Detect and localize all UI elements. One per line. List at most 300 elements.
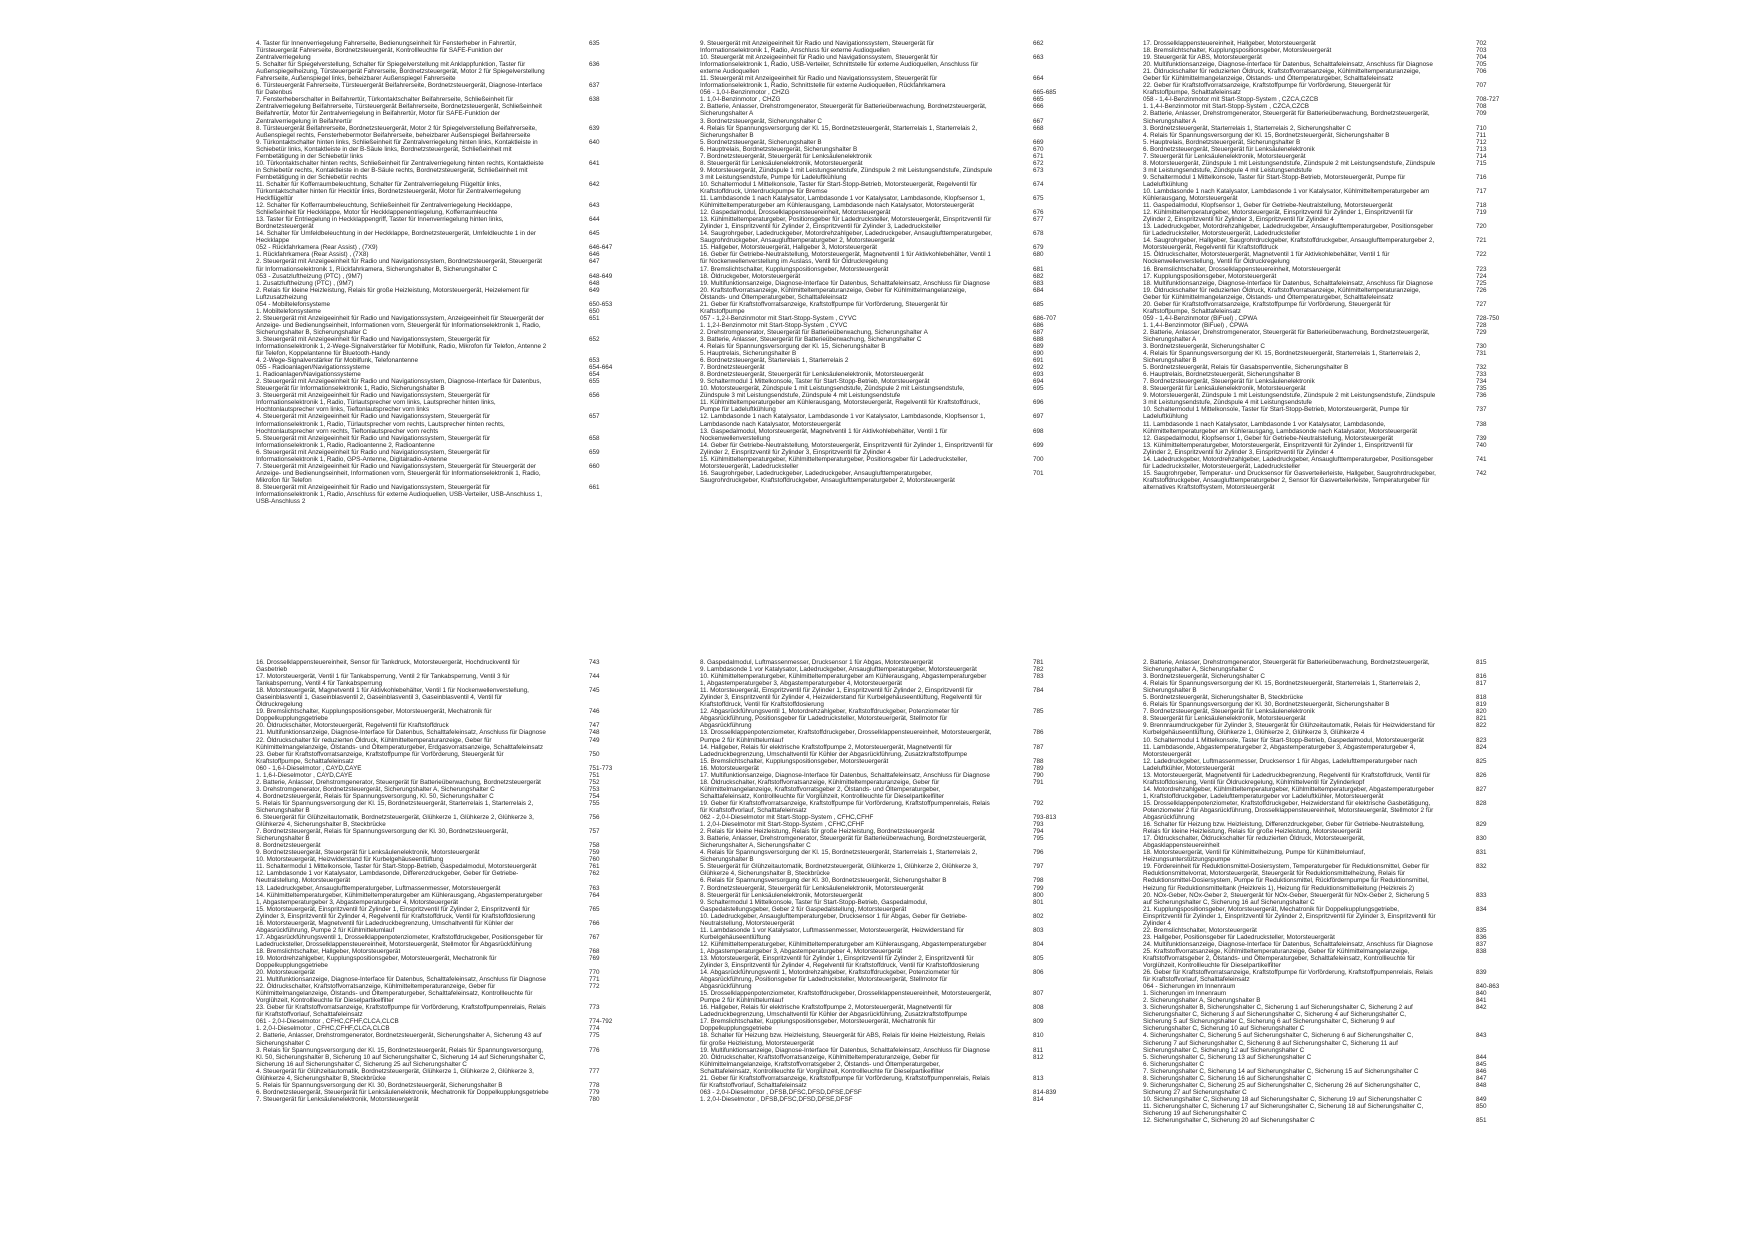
index-entry xyxy=(700,244,1045,251)
index-entry xyxy=(256,892,601,906)
entry-text: 11. Schaltermodul 1 Mittelkonsole, Taster für Start-Stopp-Betrieb, Gaspedalmodul, Motorsteuergerät xyxy=(256,863,537,871)
entry-text: 10. Ladedruckgeber, Ansauglufttemperaturgeber, Drucksensor 1 für Abgas, Geber für Getriebe-Neutralstellung, Motorsteuergerät xyxy=(700,912,968,927)
entry-text: 3. Steuergerät mit Anzeigeeinheit für Radio und Navigationssystem, Steuergerät für Informationselektronik 1, 2-Wege-Signalverstärker für Mobilfunk, Radio, Mikrofon für Telefon, Antenne 2 für Telefon, Koppelantenne für Bluetooth-Handy xyxy=(256,335,547,358)
entry-page-number: 685 xyxy=(1033,300,1044,308)
index-entry xyxy=(700,687,1045,708)
entry-page-number: 716 xyxy=(1476,173,1487,181)
entry-text: 19. Bremslichtschalter, Kupplungspositionsgeber, Motorsteuergerät, Mechatronik für Doppelkupplungsgetriebe xyxy=(256,708,492,723)
entry-text: 062 - 2,0-l-Dieselmotor mit Start-Stopp-System , CFHC,CFHF xyxy=(700,814,874,822)
entry-text: 6. Hauptrelais, Bordnetzsteuergerät, Sicherungshalter B xyxy=(700,145,858,153)
entry-text: 21. Multifunktionsanzeige, Diagnose-Interface für Datenbus, Schalttafeleinsatz, Anschluss für Diagnose xyxy=(256,976,546,984)
entry-page-number: 651 xyxy=(589,314,600,322)
entry-text: 19. Öldruckschalter für reduzierten Öldruck, Kraftstoffvorratsanzeige, Kühlmitteltemperaturanzeige, Geber für Kühlmittelmangelanzeige, Ölstands- und Öltemperaturgeber, Schalttafeleinsatz xyxy=(1143,286,1421,301)
entry-page-number: 786 xyxy=(1033,729,1044,737)
entry-text: 20. Geber für Kraftstoffvorratsanzeige, Kraftstoffpumpe für Vorförderung, Steuergerät für Kraftstoffpumpe, Schalttafeleinsatz xyxy=(1143,300,1391,315)
index-entry xyxy=(1143,1054,1488,1061)
index-entry xyxy=(1143,82,1488,96)
index-entry xyxy=(700,673,1045,687)
index-entry xyxy=(256,61,601,82)
index-section-heading xyxy=(256,272,613,280)
entry-text: 14. Schalter für Umfeldbeleuchtung in der Heckklappe, Bordnetzsteuergerät, Umfeldleuchte 1 in der Heckklappe xyxy=(256,230,536,245)
entry-text: 2. Steuergerät mit Anzeigeeinheit für Radio und Navigationssystem, Diagnose-Interface für Datenbus, Steuergerät für Informationselektronik 1, Radio, Sicherungshalter B xyxy=(256,378,542,393)
index-entry xyxy=(700,1047,1045,1054)
entry-text: 11. Lambdasonde, Abgastemperaturgeber 2, Abgastemperaturgeber 3, Abgastemperaturgeber 4, Motorsteuergerät xyxy=(1143,743,1416,758)
entry-page-number: 780 xyxy=(589,1095,600,1103)
index-entry xyxy=(700,195,1045,209)
entry-text: 20. Motorsteuergerät xyxy=(256,969,315,977)
entry-text: 063 - 2,0-l-Dieselmotor , DFSB,DFSC,DFSD,DFSE,DFSF xyxy=(700,1088,862,1096)
entry-text: 9. Schaltermodul 1 Mittelkonsole, Taster für Start-Stopp-Betrieb, Gaspedalmodul, Gaspedalstellungsgeber, Geber 2 für Gaspedalstellung, Motorsteuergerät xyxy=(700,898,928,913)
entry-page-number: 843 xyxy=(1476,1032,1487,1040)
index-entry xyxy=(1143,287,1488,301)
index-entry xyxy=(256,659,601,673)
entry-page-number: 654-664 xyxy=(589,364,613,372)
index-column-3 xyxy=(1143,40,1500,491)
entry-page-number: 649 xyxy=(589,286,600,294)
entry-page-number: 742 xyxy=(1476,469,1487,477)
entry-text: 6. Relais für Spannungsversorgung der Kl. 30, Bordnetzsteuergerät, Sicherungshalter B xyxy=(700,877,947,885)
entry-text: 3. Bordnetzsteuergerät, Sicherungshalter C xyxy=(1143,343,1266,351)
index-entry xyxy=(700,821,1045,828)
index-entry xyxy=(700,1096,1045,1103)
entry-text: 11. Gaspedalmodul, Klopfsensor 1, Geber für Getriebe-Neutralstellung, Motorsteuergerät xyxy=(1143,202,1393,210)
entry-text: 13. Kühlmitteltemperaturgeber, Motorsteuergerät, Einspritzventil für Zylinder 1, Einspritzventil für Zylinder 2, Einspritzventil für Zylinder 3, Einspritzventil für Zylinder 4 xyxy=(1143,441,1414,456)
entry-page-number: 841 xyxy=(1476,997,1487,1005)
entry-text: 5. Bordnetzsteuergerät, Sicherungshalter B, Steckbrücke xyxy=(1143,694,1304,702)
index-entry xyxy=(256,139,601,160)
index-entry xyxy=(1143,364,1488,371)
entry-page-number: 752 xyxy=(589,778,600,786)
index-entry xyxy=(256,378,601,392)
entry-text: 9. Bordnetzsteuergerät, Steuergerät für Lenksäulenelektronik, Motorsteuergerät xyxy=(256,849,480,857)
entry-page-number: 724 xyxy=(1476,272,1487,280)
entry-text: 12. Gaspedalmodul, Klopfsensor 1, Geber für Getriebe-Neutralstellung, Motorsteuergerät xyxy=(1143,434,1394,442)
index-entry xyxy=(1143,941,1488,948)
entry-page-number: 842 xyxy=(1476,1004,1487,1012)
index-entry xyxy=(1143,997,1488,1004)
index-entry xyxy=(256,202,601,216)
entry-page-number: 770 xyxy=(589,969,600,977)
index-entry xyxy=(700,322,1045,329)
entry-text: 5. Relais für Spannungsversorgung der Kl. 30, Bordnetzsteuergerät, Sicherungshalter B xyxy=(256,1081,503,1089)
entry-page-number: 754 xyxy=(589,792,600,800)
entry-page-number: 788 xyxy=(1033,757,1044,765)
entry-page-number: 705 xyxy=(1476,61,1487,69)
entry-page-number: 698 xyxy=(1033,427,1044,435)
entry-page-number: 693 xyxy=(1033,371,1044,379)
entry-text: 4. Steuergerät für Glühzeitautomatik, Bordnetzsteuergerät, Glühkerze 1, Glühkerze 2, Glühkerze 3, Glühkerze 4, Sicherungshalter B, Steckbrücke xyxy=(256,1067,534,1082)
entry-text: 19. Multifunktionsanzeige, Diagnose-Interface für Datenbus, Schalttafeleinsatz, Anschluss für Diagnose xyxy=(700,1046,990,1054)
entry-page-number: 838 xyxy=(1476,947,1487,955)
entry-text: 1. Sicherungen im Innenraum xyxy=(1143,990,1227,998)
entry-text: 13. Taster für Entriegelung in Heckklappengriff, Taster für Innenverriegelung hinten links, Bordnetzsteuergerät xyxy=(256,216,504,231)
entry-text: 20. Multifunktionsanzeige, Diagnose-Interface für Datenbus, Schalttafeleinsatz, Anschluss für Diagnose xyxy=(1143,61,1433,69)
entry-text: 2. Batterie, Anlasser, Drehstromgenerator, Steuergerät für Batterieüberwachung, Bordnetzsteuergerät, Sicherungshalter A xyxy=(1143,328,1430,343)
index-entry xyxy=(256,1047,601,1068)
entry-text: 8. Sicherungshalter C, Sicherung 16 auf Sicherungshalter C xyxy=(1143,1074,1312,1082)
index-entry xyxy=(700,899,1045,913)
entry-text: 11. Sicherungshalter C, Sicherung 17 auf Sicherungshalter C, Sicherung 18 auf Sicherungshalter C, Sicherung 19 auf Sicherungshalter C xyxy=(1143,1102,1424,1117)
entry-text: 17. Bremslichtschalter, Kupplungspositionsgeber, Motorsteuergerät, Mechatronik für Doppelkupplungsgetriebe xyxy=(700,1018,936,1033)
index-section-heading xyxy=(700,314,1057,322)
entry-text: 7. Fensterheberschalter in Beifahrertür, Türkontaktschalter Beifahrerseite, Schließeinheit für Zentralverriegelung Beifahrerseite, Türsteuergerät Beifahrerseite, Bordnetzsteuergerät, Schließeinheit Beifahrertür, Motor für Zentralverriegelung in Beifahrertür, Motor für SAFE-Funktion der Zentralverriegelung in Beifahrertür xyxy=(256,96,542,125)
index-entry xyxy=(256,216,601,230)
index-entry xyxy=(256,906,601,920)
entry-text: 14. Saugrohrgeber, Ladedruckgeber, Motordrehzahlgeber, Ladedruckgeber, Ansauglufttemperaturgeber, Saugrohrdruckgeber, Ansauglufttemperaturgeber 2, Motorsteuergerät xyxy=(700,230,993,245)
entry-text: 11. Kühlmitteltemperaturgeber am Kühlerausgang, Motorsteuergerät, Regelventil für Kraftstoffdruck, Pumpe für Ladeluftkühlung xyxy=(700,399,981,414)
entry-text: 4. Relais für Spannungsversorgung der Kl. 15, Bordnetzsteuergerät, Sicherungshalter B xyxy=(1143,131,1390,139)
entry-page-number: 710 xyxy=(1476,124,1487,132)
entry-page-number: 660 xyxy=(589,462,600,470)
index-entry xyxy=(256,1032,601,1046)
index-entry xyxy=(1143,47,1488,54)
entry-page-number: 659 xyxy=(589,448,600,456)
entry-page-number: 836 xyxy=(1476,933,1487,941)
index-entry xyxy=(700,863,1045,877)
entry-text: 17. Multifunktionsanzeige, Diagnose-Interface für Datenbus, Schalttafeleinsatz, Anschluss für Diagnose xyxy=(700,771,990,779)
entry-text: 8. Steuergerät für Lenksäulenelektronik, Motorsteuergerät xyxy=(700,891,863,899)
entry-text: 053 - Zusatzluftheizung (PTC) , (9M7) xyxy=(256,272,363,280)
entry-text: 23. Hallgeber, Positionsgeber für Ladedrucksteller, Motorsteuergerät xyxy=(1143,933,1335,941)
index-entry xyxy=(1143,863,1488,891)
entry-page-number: 833 xyxy=(1476,891,1487,899)
entry-text: 9. Schaltermodul 1 Mittelkonsole, Taster für Start-Stopp-Betrieb, Motorsteuergerät, Pumpe für Ladeluftkühlung xyxy=(1143,173,1406,188)
index-section-heading xyxy=(700,1088,1057,1096)
entry-text: 12. Lambdasonde 1 nach Katalysator, Lambdasonde 1 vor Katalysator, Lambdasonde, Klopfsensor 1, Lambdasonde nach Katalysator, Motorsteuergerät xyxy=(700,413,986,428)
entry-page-number: 670 xyxy=(1033,145,1044,153)
entry-page-number: 686 xyxy=(1033,321,1044,329)
entry-text: 13. Motorsteuergerät, Einspritzventil für Zylinder 1, Einspritzventil für Zylinder 2, Einspritzventil für Zylinder 3, Einspritzventil für Zylinder 4, Regelventil für Kraftstoffdruck, Ventil für Kraftstoffdosierung xyxy=(700,954,980,970)
index-entry xyxy=(700,301,1045,315)
index-entry xyxy=(1143,673,1488,680)
index-entry xyxy=(1143,385,1488,392)
index-entry xyxy=(700,287,1045,301)
entry-text: 8. Steuergerät für Lenksäulenelektronik, Motorsteuergerät xyxy=(700,159,863,167)
entry-page-number: 637 xyxy=(589,82,600,90)
entry-page-number: 810 xyxy=(1033,1032,1044,1040)
entry-text: 6. Sicherungshalter C xyxy=(1143,1060,1205,1068)
entry-text: 20. NOx-Geber, NOx-Geber 2, Steuergerät für NOx-Geber, Steuergerät für NOx-Geber 2, Sicherung 5 auf Sicherungshalter C, Sicherung 16 auf Sicherungshalter C xyxy=(1143,891,1430,906)
index-entry xyxy=(1143,892,1488,906)
index-entry xyxy=(700,230,1045,244)
entry-text: 14. Motordrehzahlgeber, Kühlmitteltemperaturgeber, Kühlmitteltemperaturgeber, Abgastemperaturgeber 1, Kraftstoffdruckgeber, Ladelufttemperaturgeber vor Ladeluftkühler, Motorsteuergerät xyxy=(1143,785,1434,800)
index-entry xyxy=(700,364,1045,371)
entry-page-number: 807 xyxy=(1033,990,1044,998)
index-entry xyxy=(256,856,601,863)
index-entry xyxy=(700,927,1045,941)
entry-text: 10. Kühlmitteltemperaturgeber, Kühlmitteltemperaturgeber am Kühlerausgang, Abgastemperaturgeber 1, Abgastemperaturgeber 3, Abgastemperaturgeber 4, Motorsteuergerät xyxy=(700,673,987,688)
index-entry xyxy=(256,125,601,139)
entry-page-number: 652 xyxy=(589,335,600,343)
entry-page-number: 778 xyxy=(589,1081,600,1089)
entry-text: 2. Relais für kleine Heizleistung, Relais für große Heizleistung, Motorsteuergerät, Heizelement für Luftzusatzheizung xyxy=(256,286,530,301)
entry-page-number: 847 xyxy=(1476,1074,1487,1082)
index-entry xyxy=(1143,322,1488,329)
entry-page-number: 668 xyxy=(1033,124,1044,132)
index-entry xyxy=(256,1082,601,1089)
entry-page-number: 717 xyxy=(1476,187,1487,195)
entry-text: 16. Saugrohrgeber, Ladedruckgeber, Ladedruckgeber, Ansauglufttemperaturgeber, Saugrohrdruckgeber, Kraftstoffdruckgeber, Ansauglufttemperaturgeber 2, Motorsteuergerät xyxy=(700,469,955,484)
index-entry xyxy=(1143,146,1488,153)
index-entry xyxy=(1143,103,1488,110)
entry-text: 061 - 2,0-l-Dieselmotor , CFHC,CFHF,CLCA,CLCB xyxy=(256,1018,399,1026)
entry-text: 16. Geber für Getriebe-Neutralstellung, Motorsteuergerät, Magnetventil 1 für Aktivkohlebehälter, Ventil 1 für Nockenwellenverstellung im Auslass, Ventil für Öldruckregelung xyxy=(700,251,991,266)
index-entry xyxy=(1143,329,1488,343)
entry-page-number: 851 xyxy=(1476,1117,1487,1125)
entry-page-number: 839 xyxy=(1476,969,1487,977)
entry-page-number: 675 xyxy=(1033,195,1044,203)
entry-page-number: 683 xyxy=(1033,279,1044,287)
index-entry xyxy=(256,885,601,892)
entry-page-number: 635 xyxy=(589,40,600,47)
entry-text: 7. Bordnetzsteuergerät xyxy=(700,364,765,372)
index-entry xyxy=(700,153,1045,160)
index-entry xyxy=(700,118,1045,125)
index-entry xyxy=(1143,350,1488,364)
index-entry xyxy=(1143,1082,1488,1096)
entry-page-number: 800 xyxy=(1033,891,1044,899)
entry-page-number: 755 xyxy=(589,799,600,807)
entry-page-number: 636 xyxy=(589,61,600,69)
entry-text: 5. Bordnetzsteuergerät, Sicherungshalter B xyxy=(700,138,822,146)
entry-page-number: 695 xyxy=(1033,385,1044,393)
entry-text: 8. Motorsteuergerät, Zündspule 1 mit Leistungsendstufe, Zündspule 2 mit Leistungsendstufe, Zündspule 3 mit Leistungsendstufe, Zündspule 4 mit Leistungsendstufe xyxy=(1143,159,1436,174)
entry-text: 8. Steuergerät für Lenksäulenelektronik, Motorsteuergerät xyxy=(1143,715,1306,723)
index-column-3 xyxy=(1143,659,1500,1125)
index-entry xyxy=(256,96,601,124)
entry-page-number: 729 xyxy=(1476,328,1487,336)
entry-text: 9. Motorsteuergerät, Zündspule 1 mit Leistungsendstufe, Zündspule 2 mit Leistungsendstufe, Zündspule 3 mit Leistungsendstufe, Pumpe für Ladeluftkühlung xyxy=(700,166,993,181)
entry-page-number: 783 xyxy=(1033,673,1044,681)
entry-page-number: 776 xyxy=(589,1046,600,1054)
entry-page-number: 709 xyxy=(1476,110,1487,118)
index-entry xyxy=(1143,280,1488,287)
entry-page-number: 831 xyxy=(1476,849,1487,857)
entry-page-number: 848 xyxy=(1476,1081,1487,1089)
index-entry xyxy=(256,793,601,800)
index-entry xyxy=(700,399,1045,413)
entry-page-number: 738 xyxy=(1476,420,1487,428)
entry-page-number: 793-813 xyxy=(1033,814,1057,822)
entry-text: 6. Steuergerät für Glühzeitautomatik, Bordnetzsteuergerät, Glühkerze 1, Glühkerze 2, Glühkerze 3, Glühkerze 4, Sicherungshalter B, Steckbrücke xyxy=(256,814,534,829)
index-entry xyxy=(1143,470,1488,491)
entry-page-number: 785 xyxy=(1033,708,1044,716)
index-entry xyxy=(256,870,601,884)
index-entry xyxy=(256,863,601,870)
entry-text: 11. Schalter für Kofferraumbeleuchtung, Schalter für Zentralverriegelung Flügeltür links, Türkontaktschalter hinten für Hecktür links, Bordnetzsteuergerät, Motor für Zentralverriegelung Heckflügeltür xyxy=(256,180,521,203)
entry-page-number: 751 xyxy=(589,771,600,779)
index-section-heading xyxy=(256,364,613,372)
entry-text: 12. Kühlmitteltemperaturgeber, Kühlmitteltemperaturgeber am Kühlerausgang, Abgastemperaturgeber 1, Abgastemperaturgeber 3, Abgastemperaturgeber 4, Motorsteuergerät xyxy=(700,940,987,955)
index-entry xyxy=(1143,849,1488,863)
index-entry xyxy=(1143,132,1488,139)
index-entry xyxy=(1143,237,1488,251)
entry-page-number: 721 xyxy=(1476,237,1487,245)
entry-text: 2. Steuergerät mit Anzeigeeinheit für Radio und Navigationssystem, Bordnetzsteuergerät, Steuergerät für Informationselektronik 1, Rückfahrkamera, Sicherungshalter B, Sicherungshalter C xyxy=(256,258,542,273)
entry-text: 9. Schaltermodul 1 Mittelkonsole, Taster für Start-Stopp-Betrieb, Motorsteuergerät xyxy=(700,378,930,386)
index-entry xyxy=(700,266,1045,273)
entry-page-number: 648 xyxy=(589,279,600,287)
index-entry xyxy=(1143,1061,1488,1068)
entry-text: 3. Batterie, Anlasser, Steuergerät für Batterieüberwachung, Sicherungshalter C xyxy=(700,335,922,343)
entry-page-number: 763 xyxy=(589,884,600,892)
index-entry xyxy=(256,336,601,357)
entry-page-number: 653 xyxy=(589,357,600,365)
entry-text: 14. Kühlmitteltemperaturgeber, Kühlmitteltemperaturgeber am Kühlerausgang, Abgastemperaturgeber 1, Abgastemperaturgeber 3, Abgastemperaturgeber 4, Motorsteuergerät xyxy=(256,891,543,906)
entry-text: 4. Sicherungshalter C, Sicherung 5 auf Sicherungshalter C, Sicherung 6 auf Sicherungshalter C, Sicherung 7 auf Sicherungshalter C, Sicherung 8 auf Sicherungshalter C, Sicherung 11 auf Sicherungshalter C, Sicherung 12 auf Sicherungshalter C xyxy=(1143,1032,1414,1054)
index-entry xyxy=(256,786,601,793)
index-entry xyxy=(256,737,601,751)
index-entry xyxy=(256,729,601,736)
index-entry xyxy=(700,385,1045,399)
index-entry xyxy=(256,230,601,244)
entry-text: 7. Bordnetzsteuergerät, Relais für Spannungsversorgung der Kl. 30, Bordnetzsteuergerät, Sicherungshalter B xyxy=(256,828,509,843)
index-entry xyxy=(700,744,1045,758)
entry-text: 7. Steuergerät mit Anzeigeeinheit für Radio und Navigationssystem, Steuergerät für Steuergerät der Anzeige- und Bedienungseinheit, Informationen vorn, Steuergerät für Informationselektronik 1, Radio, Mikrofon für Telefon xyxy=(256,462,541,484)
index-entry xyxy=(256,814,601,828)
entry-text: 10. Sicherungshalter C, Sicherung 18 auf Sicherungshalter C, Sicherung 19 auf Sicherungshalter C xyxy=(1143,1095,1422,1103)
entry-page-number: 825 xyxy=(1476,757,1487,765)
entry-page-number: 745 xyxy=(589,687,600,695)
index-entry xyxy=(700,273,1045,280)
entry-text: 13. Drosselklappenpotenziometer, Kraftstoffdruckgeber, Drosselklappensteuereinheit, Motorsteuergerät, Pumpe 2 für Kühlmittelumlauf xyxy=(700,729,992,744)
entry-text: 20. Öldruckschalter, Motorsteuergerät, Regelventil für Kraftstoffdruck xyxy=(256,722,449,730)
index-entry xyxy=(256,357,601,364)
entry-text: 3. Bordnetzsteuergerät, Sicherungshalter C xyxy=(1143,673,1266,681)
entry-text: 20. Kraftstoffvorratsanzeige, Kühlmitteltemperaturanzeige, Geber für Kühlmittelmangelanzeige, Ölstands- und Öltemperaturgeber, Schalttafeleinsatz xyxy=(700,286,967,301)
entry-text: 15. Drosselklappenpotenziometer, Kraftstoffdruckgeber, Drosselklappensteuereinheit, Motorsteuergerät, Pumpe 2 für Kühlmittelumlauf xyxy=(700,990,992,1005)
index-entry xyxy=(1143,68,1488,82)
index-entry xyxy=(700,371,1045,378)
entry-page-number: 702 xyxy=(1476,40,1487,47)
entry-text: 057 - 1,2-l-Benzinmotor mit Start-Stopp-System , CYVC xyxy=(700,314,857,322)
entry-text: 2. Sicherungshalter A, Sicherungshalter B xyxy=(1143,997,1261,1005)
index-entry xyxy=(256,800,601,814)
entry-page-number: 837 xyxy=(1476,940,1487,948)
index-entry xyxy=(700,1004,1045,1018)
entry-page-number: 795 xyxy=(1033,835,1044,843)
entry-page-number: 804 xyxy=(1033,940,1044,948)
entry-page-number: 697 xyxy=(1033,413,1044,421)
index-entry xyxy=(1143,421,1488,435)
entry-page-number: 666 xyxy=(1033,103,1044,111)
entry-page-number: 643 xyxy=(589,202,600,210)
entry-text: 17. Kupplungspositionsgeber, Motorsteuergerät xyxy=(1143,272,1277,280)
entry-text: 18. Öldruckgeber, Motorsteuergerät xyxy=(700,272,801,280)
entry-text: 8. Steuergerät für Lenksäulenelektronik, Motorsteuergerät xyxy=(1143,385,1306,393)
entry-page-number: 713 xyxy=(1476,145,1487,153)
index-entry xyxy=(1143,772,1488,786)
index-entry xyxy=(700,877,1045,884)
index-entry xyxy=(1143,40,1488,47)
entry-text: 4. Taster für Innenverriegelung Fahrerseite, Bedienungseinheit für Fensterheber in Fahrertür, Türsteuergerät Fahrerseite, Bordnetzsteuergerät, Kontrollleuchte für SAFE-Funktion der Zentralverriegelung xyxy=(256,40,517,62)
entry-text: 23. Geber für Kraftstoffvorratsanzeige, Kraftstoffpumpe für Vorförderung, Kraftstoffpumpenrelais, Relais für Kraftstoffvorlauf, Schalttafeleinsatz xyxy=(256,1004,546,1019)
index-entry xyxy=(256,160,601,181)
entry-text: 059 - 1,4-l-Benzinmotor (BiFuel) , CPWA xyxy=(1143,314,1258,322)
entry-text: 18. Bremslichtschalter, Kupplungspositionsgeber, Motorsteuergerät xyxy=(1143,47,1332,55)
index-section-heading xyxy=(1143,96,1500,104)
entry-text: 14. Abgasrückführungsventil 1, Motordrehzahlgeber, Kraftstoffdruckgeber, Potenziometer für Abgasrückführung, Positionsgeber für Ladedrucksteller, Motorsteuergerät, Stellmotor für Abgasrückführung xyxy=(700,969,959,991)
entry-page-number: 748 xyxy=(589,729,600,737)
index-entry xyxy=(700,1054,1045,1075)
entry-page-number: 727 xyxy=(1476,300,1487,308)
entry-page-number: 646 xyxy=(589,251,600,259)
entry-page-number: 645 xyxy=(589,230,600,238)
entry-page-number: 812 xyxy=(1033,1053,1044,1061)
index-entry xyxy=(256,287,601,301)
index-entry xyxy=(1143,906,1488,927)
entry-text: 15. Motorsteuergerät, Einspritzventil für Zylinder 1, Einspritzventil für Zylinder 2, Einspritzventil für Zylinder 3, Einspritzventil für Zylinder 4, Regelventil für Kraftstoffdruck, Ventil für Kraftstoffdosierung xyxy=(256,905,536,920)
index-entry xyxy=(256,920,601,934)
entry-text: 12. Kühlmitteltemperaturgeber, Motorsteuergerät, Einspritzventil für Zylinder 1, Einspritzventil für Zylinder 2, Einspritzventil für Zylinder 3, Einspritzventil für Zylinder 4 xyxy=(1143,209,1414,224)
index-entry xyxy=(1143,659,1488,673)
entry-text: 1. 1,0-l-Benzinmotor , CHZG xyxy=(700,96,781,104)
entry-text: 2. Batterie, Anlasser, Drehstromgenerator, Steuergerät für Batterieüberwachung, Bordnetzsteuergerät xyxy=(256,778,541,786)
index-entry xyxy=(700,456,1045,470)
index-entry xyxy=(256,484,601,505)
index-entry xyxy=(256,842,601,849)
index-entry xyxy=(700,54,1045,75)
entry-text: 13. Kühlmitteltemperaturgeber, Positionsgeber für Ladedrucksteller, Motorsteuergerät, Einspritzventil für Zylinder 1, Einspritzventil für Zylinder 2, Einspritzventil für Zylinder 3, Ladedrucksteller xyxy=(700,216,992,231)
entry-page-number: 797 xyxy=(1033,863,1044,871)
entry-page-number: 733 xyxy=(1476,371,1487,379)
entry-text: 11. Steuergerät mit Anzeigeeinheit für Radio und Navigationssystem, Steuergerät für Informationselektronik 1, Radio, Schnittstelle für externe Audioquellen, Rückfahrkamera xyxy=(700,75,946,90)
entry-text: 4. Relais für Spannungsversorgung der Kl. 15, Bordnetzsteuergerät, Starterrelais 1, Starterrelais 2, Sicherungshalter B xyxy=(1143,680,1421,695)
index-section-heading xyxy=(700,89,1057,97)
entry-page-number: 832 xyxy=(1476,863,1487,871)
entry-page-number: 654 xyxy=(589,371,600,379)
entry-page-number: 817 xyxy=(1476,680,1487,688)
index-section-heading xyxy=(256,1018,613,1026)
entry-page-number: 760 xyxy=(589,856,600,864)
index-entry xyxy=(1143,125,1488,132)
index-entry xyxy=(1143,722,1488,736)
entry-text: 7. Bordnetzsteuergerät, Steuergerät für Lenksäulenelektronik xyxy=(1143,378,1315,386)
entry-page-number: 808 xyxy=(1033,1004,1044,1012)
index-entry xyxy=(700,849,1045,863)
index-entry xyxy=(700,40,1045,54)
entry-page-number: 731 xyxy=(1476,350,1487,358)
index-entry xyxy=(256,413,601,434)
entry-text: 21. Geber für Kraftstoffvorratsanzeige, Kraftstoffpumpe für Vorförderung, Kraftstoffpumpenrelais, Relais für Kraftstoffvorlauf, Schalttafeleinsatz xyxy=(700,1074,990,1089)
entry-text: 2. Batterie, Anlasser, Drehstromgenerator, Steuergerät für Batterieüberwachung, Bordnetzsteuergerät, Sicherungshalter A, Sicherungshalter C xyxy=(1143,659,1430,674)
entry-page-number: 714 xyxy=(1476,152,1487,160)
entry-page-number: 774-792 xyxy=(589,1018,613,1026)
entry-page-number: 715 xyxy=(1476,159,1487,167)
entry-text: 17. Abgasrückführungsventil 1, Drosselklappenpotenziometer, Kraftstoffdruckgeber, Positionsgeber für Ladedrucksteller, Drosselklappensteuereinheit, Motorsteuergerät, Stellmotor für Abgasrückführung xyxy=(256,933,543,948)
entry-text: 15. Hallgeber, Motorsteuergerät, Hallgeber 3, Motorsteuergerät xyxy=(700,244,878,252)
index-entry xyxy=(700,835,1045,849)
index-entry xyxy=(700,969,1045,990)
entry-text: 6. Steuergerät mit Anzeigeeinheit für Radio und Navigationssystem, Steuergerät für Informationselektronik 1, Radio, GPS-Antenne, Digitalradio-Antenne xyxy=(256,448,491,463)
entry-page-number: 688 xyxy=(1033,335,1044,343)
entry-text: 18. Motorsteuergerät, Ventil für Kühlmittelheizung, Pumpe für Kühlmittelumlauf, Heizungsunterstützungspumpe xyxy=(1143,849,1366,864)
entry-page-number: 768 xyxy=(589,947,600,955)
entry-text: 21. Kupplungspositionsgeber, Motorsteuergerät, Mechatronik für Doppelkupplungsgetriebe, Einspritzventil für Zylinder 1, Einspritzventil für Zylinder 2, Einspritzventil für Zylinder 3, Einspritzventil für Zylinder 4 xyxy=(1143,905,1436,927)
entry-page-number: 722 xyxy=(1476,251,1487,259)
index-entry xyxy=(1143,708,1488,715)
entry-page-number: 726 xyxy=(1476,286,1487,294)
entry-page-number: 850 xyxy=(1476,1102,1487,1110)
entry-page-number: 757 xyxy=(589,828,600,836)
index-entry xyxy=(700,160,1045,167)
entry-text: 14. Saugrohrgeber, Hallgeber, Saugrohrdruckgeber, Kraftstoffdruckgeber, Ansauglufttemperaturgeber 2, Motorsteuergerät, Regelventil für Kraftstoffdruck xyxy=(1143,237,1435,252)
entry-page-number: 820 xyxy=(1476,708,1487,716)
entry-text: 5. Sicherungshalter C, Sicherung 13 auf Sicherungshalter C xyxy=(1143,1053,1312,1061)
entry-page-number: 667 xyxy=(1033,117,1044,125)
index-entry xyxy=(700,800,1045,814)
index-column-2 xyxy=(700,659,1057,1103)
